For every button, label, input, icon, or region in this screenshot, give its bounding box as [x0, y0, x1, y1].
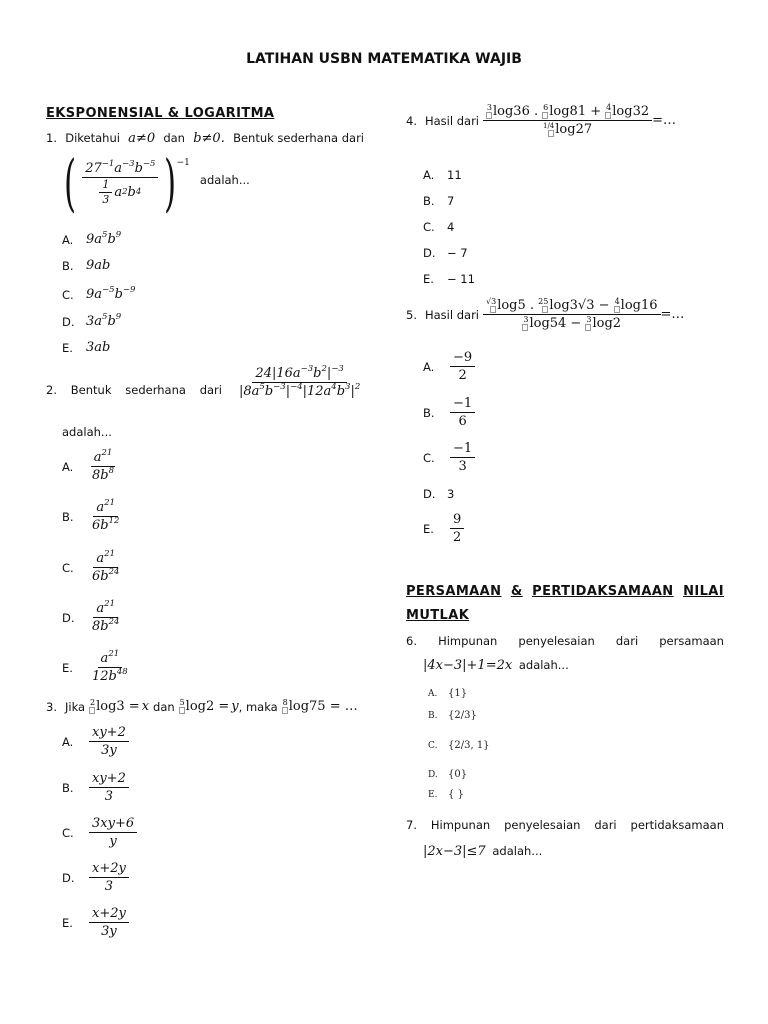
question-4-stem: 4. Hasil dari 3 log36 . 6 log81 + 4 log32 1/4 log27 =…	[406, 103, 677, 137]
question-7-equation: |2x−3|≤7 adalah...	[423, 844, 543, 859]
q3-option-b[interactable]: B. $\frac{xy+2}{3}$	[62, 771, 132, 804]
q5-option-e[interactable]: E. $\frac{9}{2}$	[423, 512, 467, 545]
q5-option-d[interactable]: D. 3	[423, 487, 455, 501]
q2-option-b[interactable]: B. $\frac{a^{21}}{6b^{12}}$	[62, 498, 120, 533]
q3-option-e[interactable]: E. $\frac{x+2y}{3y}$	[62, 906, 132, 939]
question-6-equation: |4x−3|+1=2x adalah...	[423, 658, 569, 673]
question-7-stem: 7. Himpunan penyelesaian dari pertidaksamaan	[406, 818, 724, 832]
q1-option-c[interactable]: C. $9a^{-5}b^{-9}$	[62, 285, 136, 302]
section-heading-nilai-mutlak: PERSAMAAN & PERTIDAKSAMAAN NILAI	[406, 584, 724, 599]
q6-option-a[interactable]: A. {1}	[428, 688, 468, 699]
q3-option-a[interactable]: A. $\frac{xy+2}{3y}$	[62, 725, 132, 758]
question-6-stem: 6. Himpunan penyelesaian dari persamaan	[406, 634, 724, 648]
q5-option-b[interactable]: B. $\frac{-1}{6}$	[423, 396, 478, 429]
q2-option-c[interactable]: C. $\frac{a^{21}}{6b^{24}}$	[62, 549, 120, 584]
q6-option-d[interactable]: D. {0}	[428, 769, 468, 780]
q4-option-b[interactable]: B. 7	[423, 194, 455, 208]
section-heading-mutlak: MUTLAK	[406, 608, 470, 623]
q2-option-a[interactable]: A. $\frac{a^{21}}{8b^8}$	[62, 448, 115, 483]
q5-option-a[interactable]: A. $\frac{-9}{2}$	[423, 350, 478, 383]
question-1-expression: ( $27^{-1}a^{-3}b^{-5}$ $\frac{1}{3}$ a 2 b 4 ) −1 adalah...	[64, 146, 250, 219]
q3-option-d[interactable]: D. $\frac{x+2y}{3}$	[62, 861, 132, 894]
q4-option-d[interactable]: D. − 7	[423, 246, 468, 260]
question-5-stem: 5. Hasil dari √3 log5 . 25 log3√3 − 4 log16 3 log54 − 3 log2 =…	[406, 297, 685, 331]
q6-option-c[interactable]: C. {2/3, 1}	[428, 740, 490, 751]
q3-option-c[interactable]: C. $\frac{3xy+6}{y}$	[62, 816, 140, 849]
q4-option-c[interactable]: C. 4	[423, 220, 455, 234]
question-1-stem: 1. Diketahui a≠0 dan b≠0. Bentuk sederhana dari	[46, 131, 364, 146]
question-2-expression: $\frac{24|16a^{-3}b^2|^{-3}}{|8a^5b^{-3}|^{-4}|12a^4b^3|^2}$	[239, 364, 361, 399]
q4-option-a[interactable]: A. 11	[423, 168, 462, 182]
q1-option-b[interactable]: B. 9ab	[62, 258, 111, 273]
q1-option-a[interactable]: A. $9a^5b^9$	[62, 230, 122, 247]
q1-option-d[interactable]: D. $3a^5b^9$	[62, 312, 122, 329]
page-title: LATIHAN USBN MATEMATIKA WAJIB	[246, 51, 522, 67]
q2-option-d[interactable]: D. $\frac{a^{21}}{8b^{24}}$	[62, 599, 120, 634]
q5-option-c[interactable]: C. $\frac{-1}{3}$	[423, 441, 478, 474]
q6-option-e[interactable]: E. { }	[428, 789, 464, 800]
q4-option-e[interactable]: E. − 11	[423, 272, 475, 286]
q1-option-e[interactable]: E. 3ab	[62, 340, 111, 355]
q2-option-e[interactable]: E. $\frac{a^{21}}{12b^{48}}$	[62, 649, 128, 684]
question-2-adalah: adalah...	[62, 425, 112, 439]
q6-option-b[interactable]: B. {2/3}	[428, 710, 477, 721]
question-3-stem: 3. Jika 2 log3 = x dan 5 log2 = y , maka 8 log75 = …	[46, 698, 358, 714]
section-heading-eksponensial: EKSPONENSIAL & LOGARITMA	[46, 106, 275, 121]
question-2-stem: 2. Bentuk sederhana dari	[46, 383, 222, 397]
